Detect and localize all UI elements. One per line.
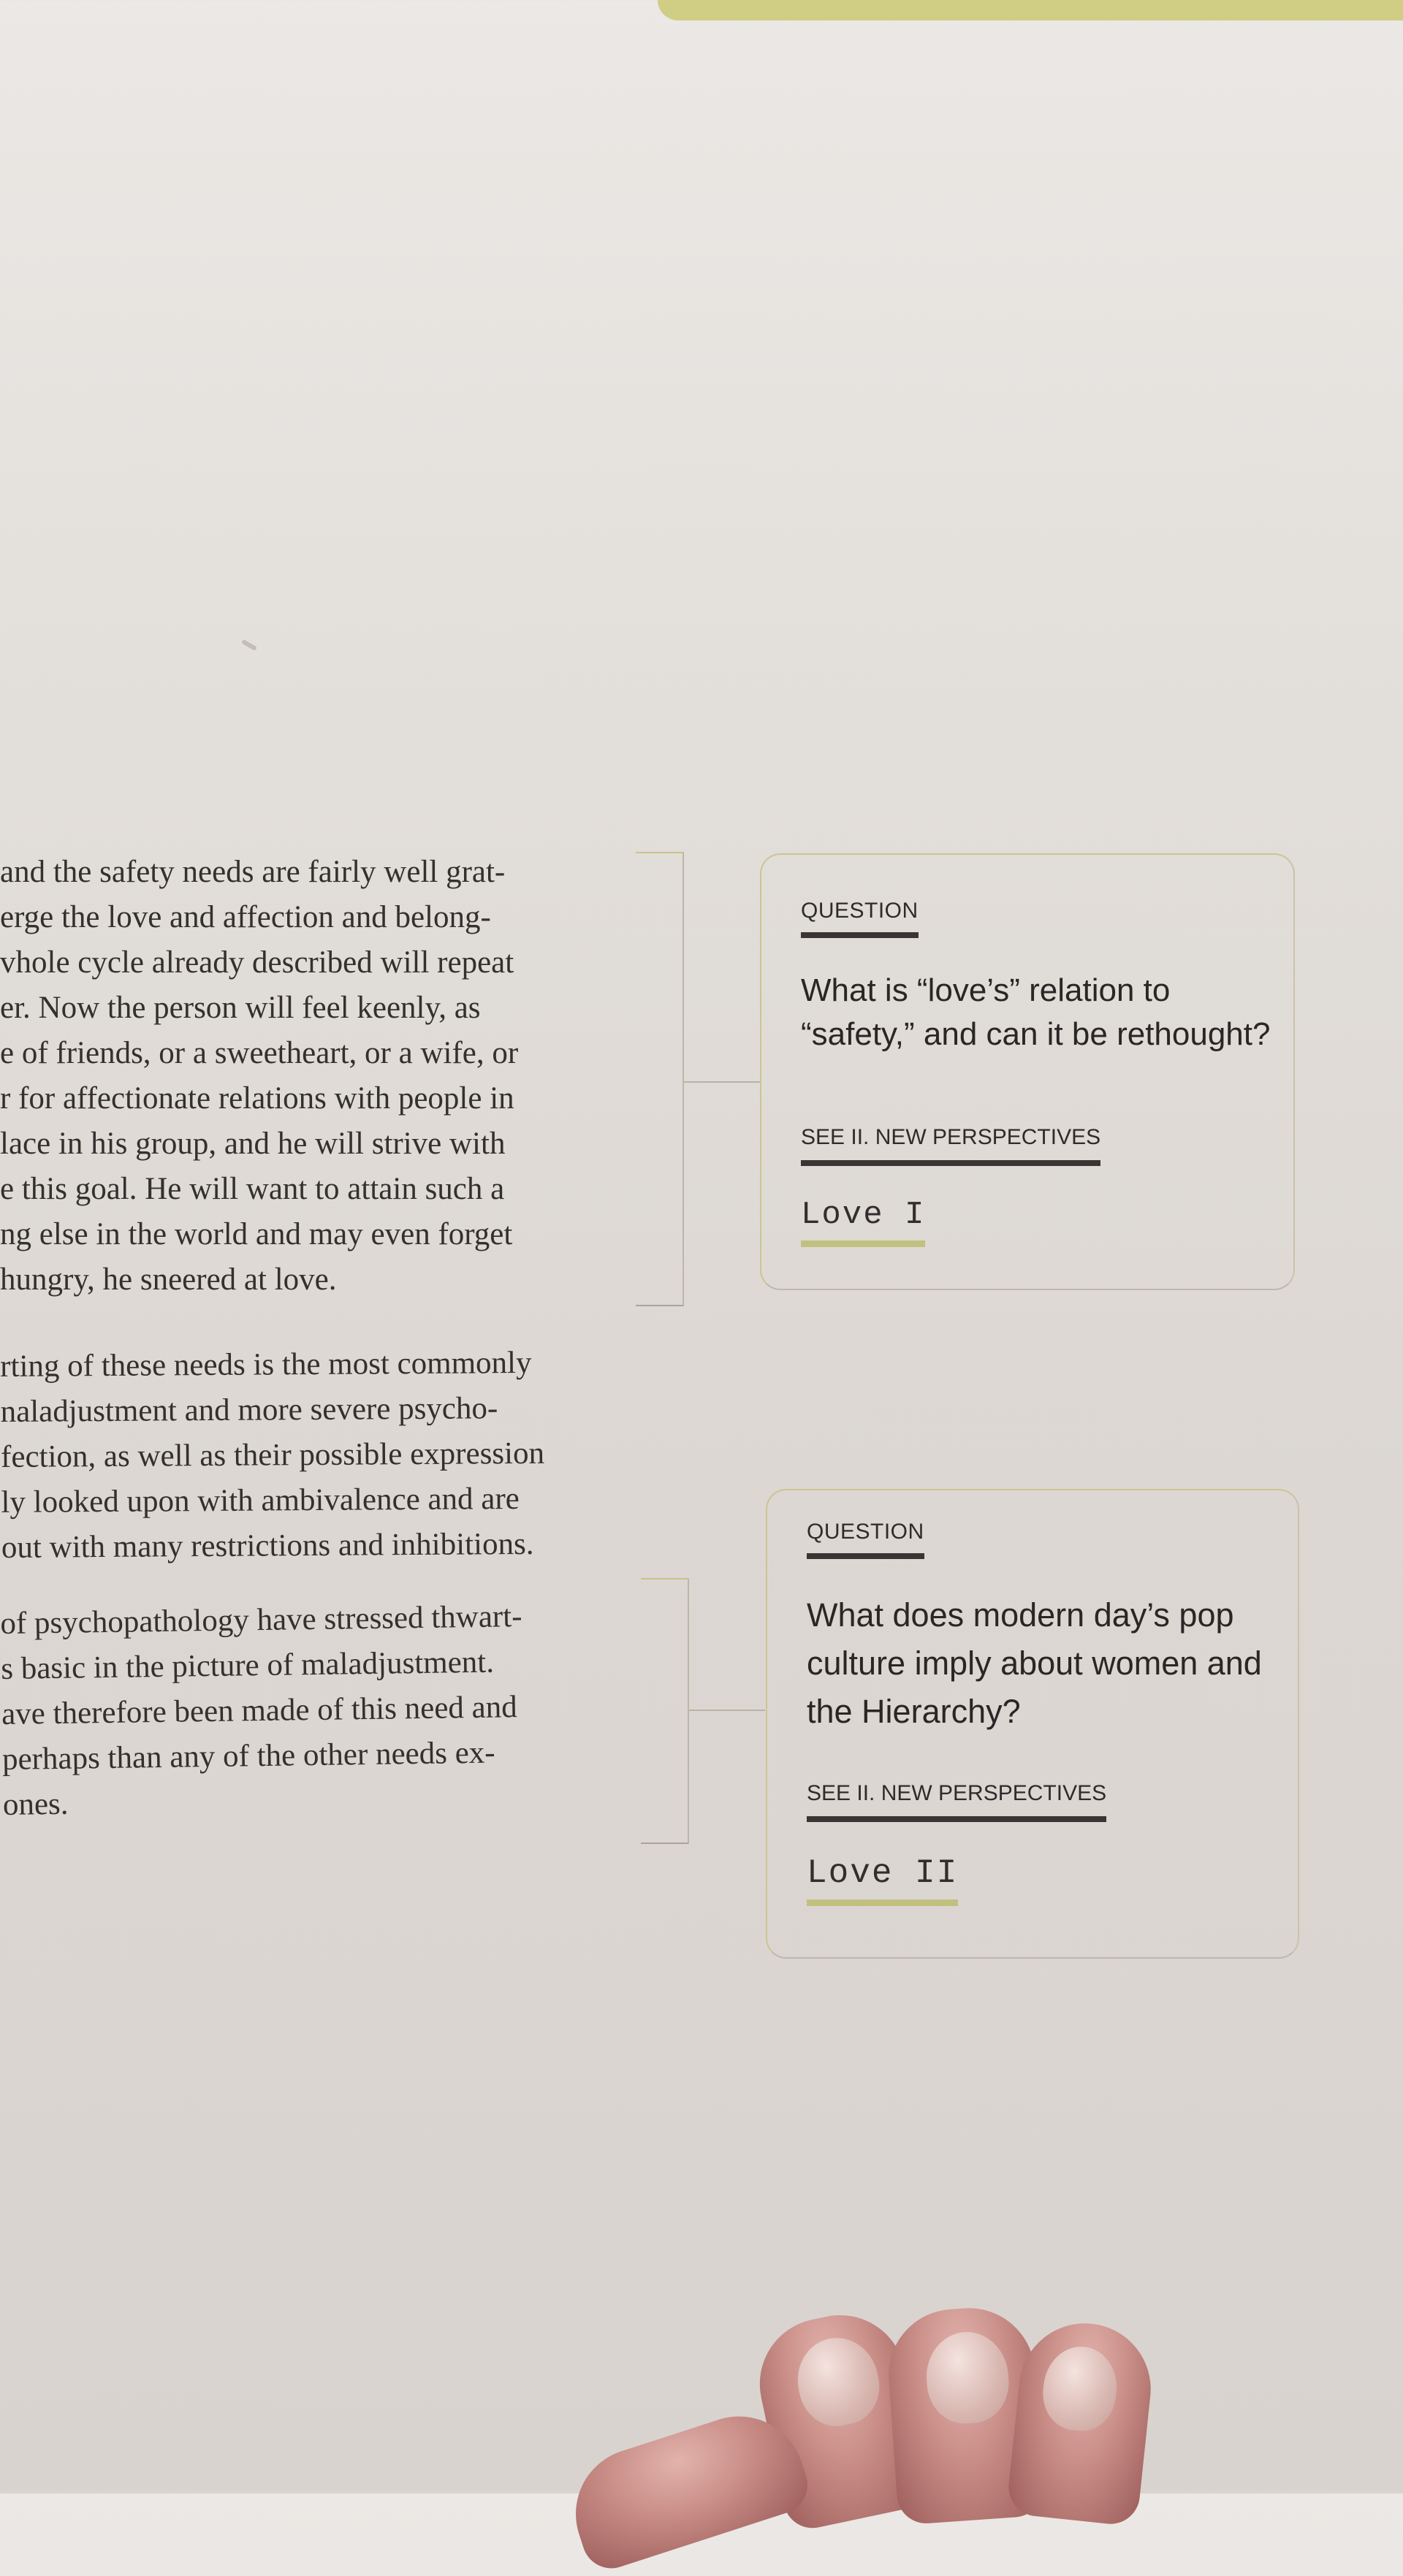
margin-bracket-2 [641,1578,689,1844]
text-line: s basic in the picture of maladjustment. [0,1645,495,1686]
text-line: e of friends, or a sweetheart, or a wife, or [0,1036,519,1070]
paper-mark [241,639,257,651]
text-line: ng else in the world and may even forget [0,1217,513,1251]
text-line: out with many restrictions and inhibitions. [1,1526,534,1565]
text-line: and the safety needs are fairly well grat- [0,855,506,889]
see-also-label: SEE II. NEW PERSPECTIVES [807,1781,1106,1822]
question-text: What is “love’s” relation to “safety,” and can it be rethought? [801,972,1271,1052]
text-line: ave therefore been made of this need and [1,1690,517,1731]
text-line: er. Now the person will feel keenly, as [0,991,481,1025]
text-line: naladjustment and more severe psycho- [0,1391,498,1429]
body-paragraph-2 [0,1340,630,1571]
question-text: What does modern day’s pop culture imply about women and the Hierarchy? [807,1596,1262,1730]
text-line: perhaps than any of the other needs ex- [1,1735,495,1777]
text-line: hungry, he sneered at love. [0,1262,337,1297]
love-i-link[interactable]: Love I [801,1197,925,1247]
text-line: fection, as well as their possible expression [0,1436,545,1474]
text-line: ly looked upon with ambivalence and are [1,1482,520,1520]
text-line: of psychopathology have stressed thwart- [0,1599,522,1641]
text-line: ones. [2,1786,69,1822]
question-card-2 [766,1489,1299,1959]
text-line: e this goal. He will want to attain such a [0,1172,505,1206]
body-paragraph-1 [0,850,628,1303]
question-card-1 [760,853,1295,1290]
bracket-connector-1 [684,1081,760,1083]
text-line: lace in his group, and he will strive with [0,1127,506,1161]
margin-bracket-1 [636,852,684,1306]
body-paragraph-3 [0,1593,631,1828]
text-line: rting of these needs is the most commonly [0,1345,532,1384]
top-accent-band [658,0,1403,20]
question-label: QUESTION [801,899,919,938]
see-also-label: SEE II. NEW PERSPECTIVES [801,1125,1100,1166]
text-line: vhole cycle already described will repeat [0,945,514,980]
love-ii-link[interactable]: Love II [807,1854,958,1906]
bracket-connector-2 [689,1710,765,1711]
text-line: erge the love and affection and belong- [0,900,491,934]
photographer-fingers [526,2294,1213,2499]
question-label: QUESTION [807,1520,924,1559]
text-line: r for affectionate relations with people in [0,1081,514,1116]
